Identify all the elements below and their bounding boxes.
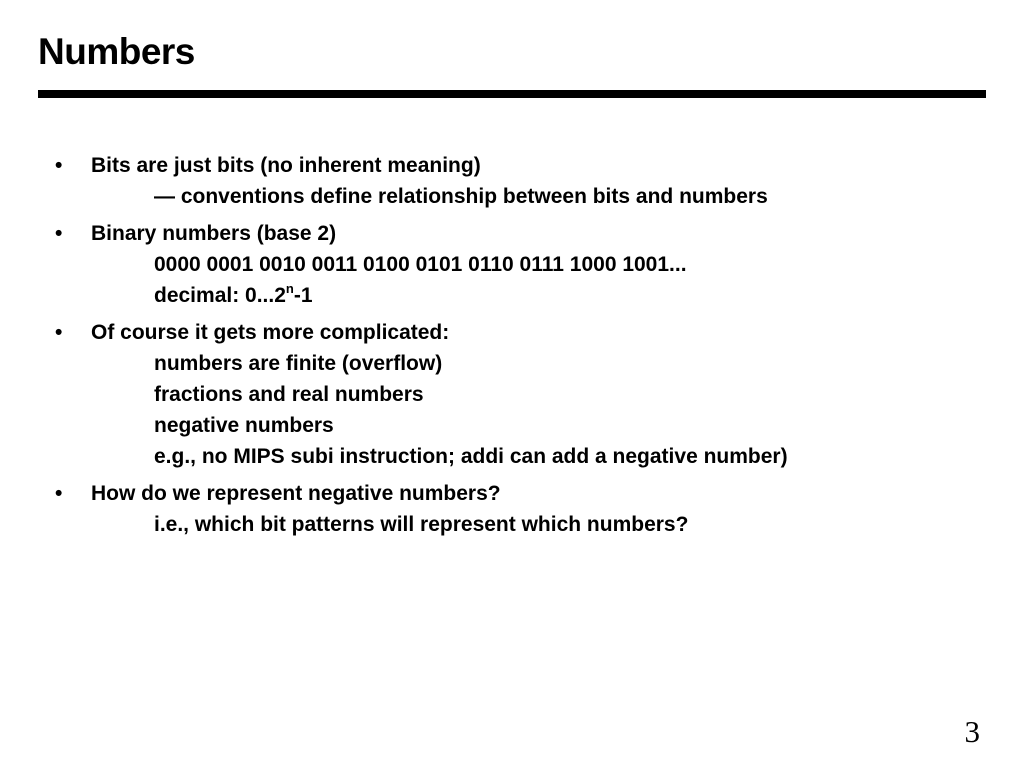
- bullet-text: Of course it gets more complicated:: [91, 321, 450, 344]
- decimal-suffix: -1: [293, 284, 313, 307]
- bullet-text: Bits are just bits (no inherent meaning): [91, 154, 481, 177]
- sub-line: 0000 0001 0010 0011 0100 0101 0110 0111 1000 1001...: [154, 253, 687, 276]
- bullet-item: [0, 218, 1024, 311]
- sub-line: — conventions define relationship between bits and numbers: [154, 185, 768, 208]
- sub-line: fractions and real numbers: [154, 383, 424, 406]
- bullet-item: [0, 478, 1024, 540]
- title-rule: [38, 90, 986, 98]
- sub-line: numbers are finite (overflow): [154, 352, 443, 375]
- sub-line: e.g., no MIPS subi instruction; addi can add a negative number): [154, 445, 788, 468]
- bullet-marker: •: [55, 154, 63, 177]
- sub-line-decimal-range: [91, 280, 1024, 311]
- decimal-prefix: decimal: 0...2: [154, 284, 286, 307]
- slide-title: Numbers: [38, 31, 195, 72]
- sub-line: i.e., which bit patterns will represent which numbers?: [154, 513, 689, 536]
- exponent: n: [285, 281, 294, 296]
- bullet-item: [0, 317, 1024, 472]
- bullet-item: [0, 150, 1024, 212]
- bullet-text: Binary numbers (base 2): [91, 222, 337, 245]
- bullet-text: How do we represent negative numbers?: [91, 482, 501, 505]
- bullet-marker: •: [55, 222, 63, 245]
- sub-line: negative numbers: [154, 414, 334, 437]
- page-number: 3: [964, 714, 980, 749]
- bullet-marker: •: [55, 321, 63, 344]
- bullet-marker: •: [55, 482, 63, 505]
- bullet-list: [0, 150, 1024, 546]
